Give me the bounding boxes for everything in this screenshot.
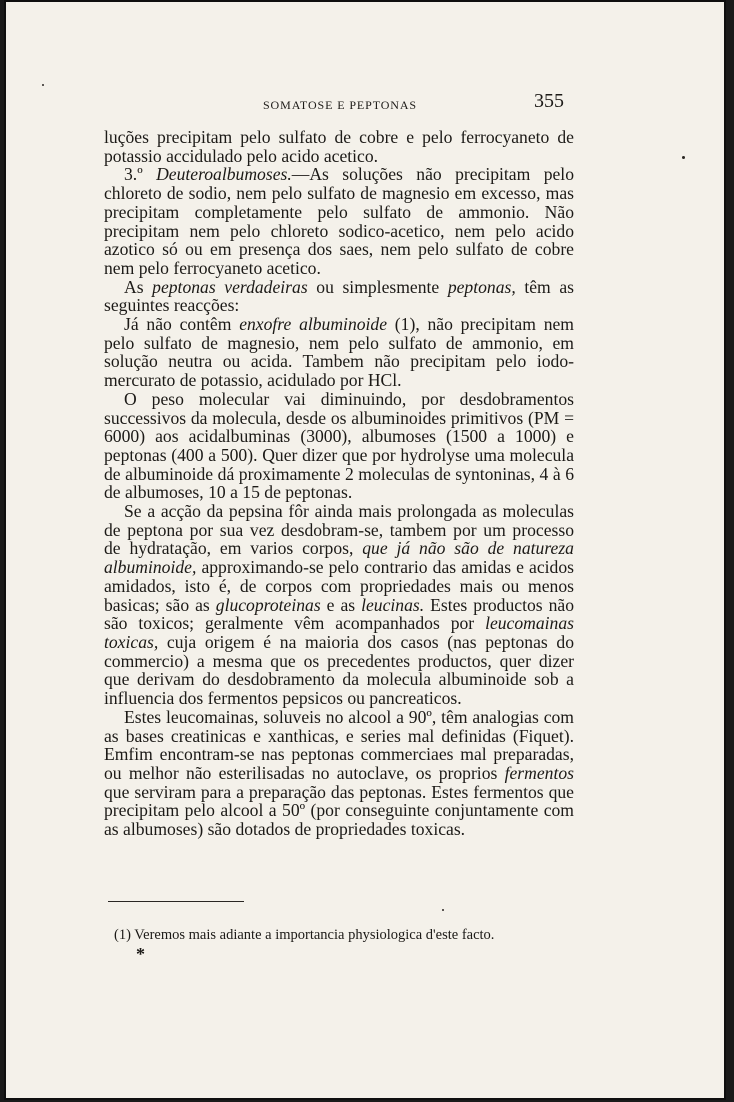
text-run: Estes productos não são toxicos; geralmente vêm acompanhados por <box>104 594 575 634</box>
dash: — <box>291 164 310 185</box>
book-page <box>4 0 726 1100</box>
term-italic: peptonas verdadeiras <box>152 276 308 297</box>
term-italic: Deuteroalbumoses. <box>156 164 292 185</box>
footnote: (1) Veremos mais adiante a importancia physiologica d'este facto. <box>114 927 495 943</box>
text-run: que serviram para a preparação das peptonas. Estes fermentos que precipitam pelo alcool a 50º (por conseguinte conjuntamente com as albumoses) são dotados de propriedades toxicas. <box>104 781 574 840</box>
text-run: Já não contêm <box>124 314 240 335</box>
asterisk-mark: * <box>136 944 145 964</box>
text-run: têm as seguintes reacções: <box>104 276 574 316</box>
text-run: Estes leucomainas, soluveis no alcool a 90º, têm analogias com as bases creatinicas e xanthicas, e series mal definidas (Fiquet). Emfim encontram-se nas peptonas commerciaes mal preparadas, ou melhor não esterilisadas no autoclave, os proprios <box>104 706 574 783</box>
running-head: SOMATOSE E PEPTONAS <box>262 98 418 112</box>
footnote-rule <box>108 901 244 902</box>
paragraph: luções precipitam pelo sulfato de cobre e pelo ferrocyaneto de potassio accidulado pelo acido acetico. <box>104 127 574 166</box>
section-number: 3.º <box>124 164 143 185</box>
text-run: (1), não precipitam nem pelo sulfato de magnesio, nem pelo sulfato de ammonio, em solução neutra ou acida. Tambem não precipitam pelo iodo-mercurato de potassio, acidulado por HCl. <box>104 314 574 391</box>
term-italic: enxofre albuminoide <box>239 314 388 335</box>
text-run: Se a acção da pepsina fôr ainda mais prolongada as moleculas de peptona por sua vez desdobram-se, tambem por um processo de hydratação, em varios corpos, <box>104 501 574 559</box>
ink-speck <box>42 84 44 86</box>
paragraph <box>104 165 574 277</box>
paragraph-text: As soluções não precipitam pelo chloreto de sodio, nem pelo sulfato de magnesio em excesso, mas precipitam completamente pelo sulfato de ammonio. Não precipitam nem pelo chloreto sodico-acetico, nem pelo acido azotico só ou em presença dos saes, nem pelo sulfato de cobre nem pelo ferrocyaneto acetico. <box>104 164 574 278</box>
page-number: 355 <box>534 90 564 112</box>
main-text <box>104 128 574 839</box>
ink-speck <box>682 156 685 159</box>
paragraph <box>104 278 574 315</box>
text-run: e as <box>320 594 362 615</box>
term-italic: que já não são de natureza albuminoide, <box>104 538 574 578</box>
paragraph <box>104 708 574 839</box>
term-italic: leucomainas toxicas, <box>104 613 574 652</box>
paragraph <box>104 502 574 708</box>
paragraph <box>104 315 574 390</box>
text-run: cuja origem é na maioria dos casos (nas peptonas do commercio) a mesma que os precedentes productos, quer dizer que derivam do desdobramento da molecula albuminoide sob a influencia dos fermentos pepsicos ou pancreaticos. <box>104 631 574 709</box>
term-italic: glucoproteinas <box>215 594 321 615</box>
term-italic: fermentos <box>504 762 574 783</box>
text-run: As <box>124 276 153 297</box>
term-italic: leucinas. <box>361 594 425 615</box>
paragraph: O peso molecular vai diminuindo, por desdobramentos successivos da molecula, desde os albuminoides primitivos (PM = 6000) aos acidalbuminas (3000), albumoses (1500 a 1000) e peptonas (400 a 500). Quer dizer que por hydrolyse uma molecula de albuminoide dá proximamente 2 moleculas de syntoninas, 4 à 6 de albumoses, 10 a 15 de peptonas. <box>104 388 574 503</box>
ink-speck <box>442 909 444 911</box>
term-italic: peptonas, <box>447 276 516 297</box>
text-run: approximando-se pelo contrario das amidas e acidos amidados, isto é, de corpos com propriedades mais ou menos basicas; são as <box>104 557 574 615</box>
text-run: ou simplesmente <box>307 276 448 297</box>
